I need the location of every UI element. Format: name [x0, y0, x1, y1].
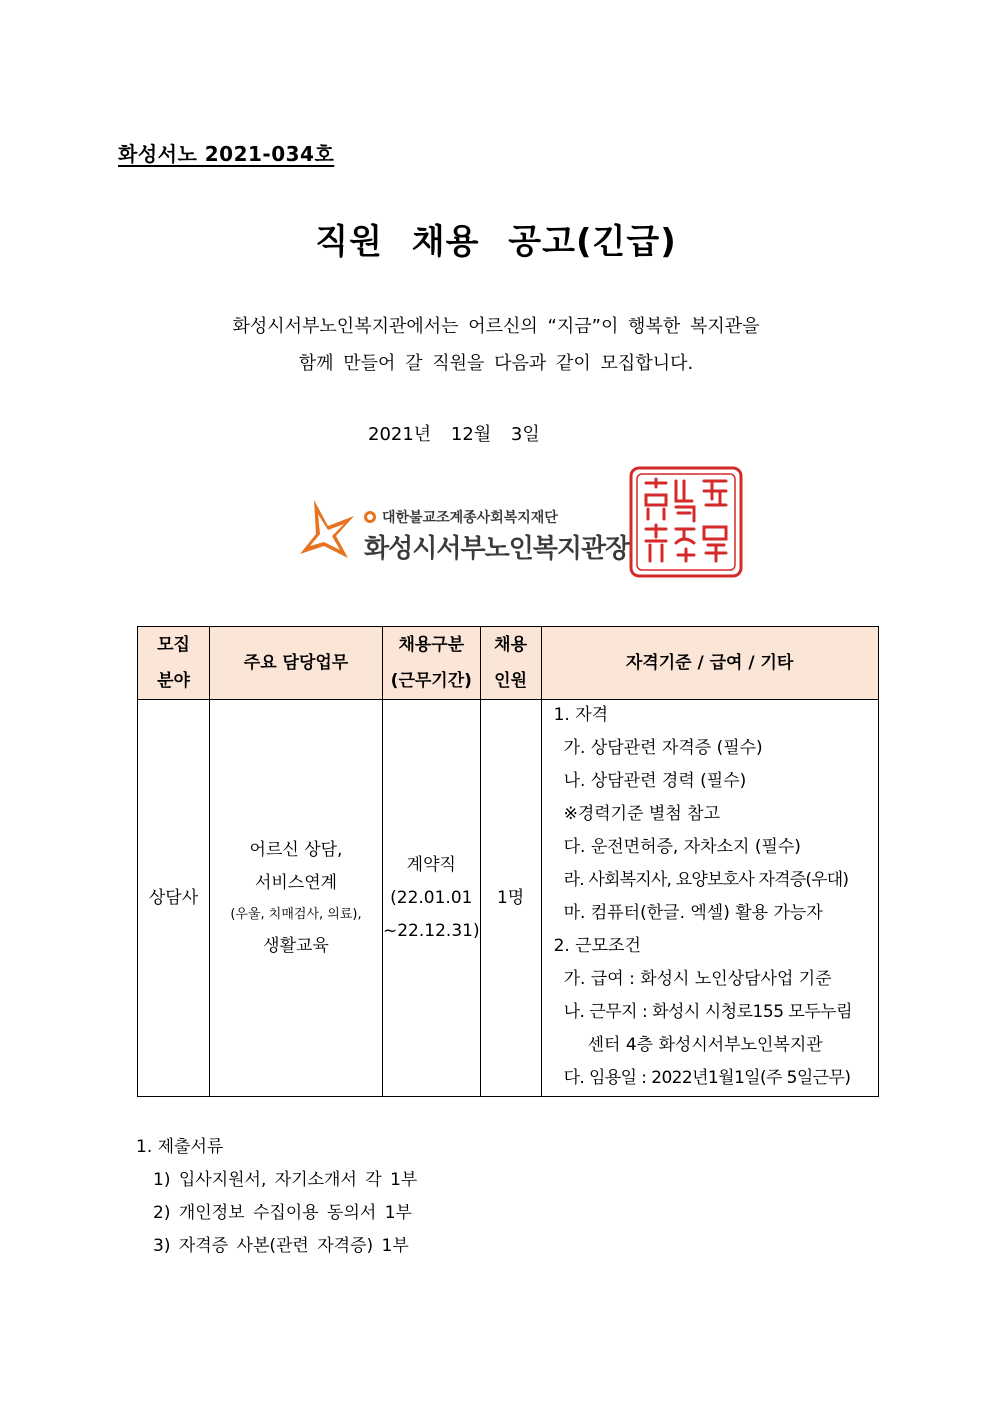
intro-line: 화성시서부노인복지관에서는 어르신의 “지금”이 행복한 복지관을 [232, 316, 760, 337]
cell-type: 계약직 (22.01.01 ~22.12.31) [383, 700, 481, 1097]
header-field: 모집 분야 [138, 627, 210, 700]
qual-line: 센터 4층 화성시서부노인복지관 [587, 1035, 823, 1055]
qual-line: 나. 상담관련 경력 (필수) [563, 771, 747, 791]
cell-field: 상담사 [138, 700, 210, 1097]
qual-line: 2. 근모조건 [553, 936, 641, 956]
recruitment-table [137, 626, 879, 1097]
welfare-center-logo-icon [298, 496, 356, 562]
cell-qualifications [541, 700, 878, 1097]
intro-paragraph [0, 308, 992, 382]
documents-title: 1. 제출서류 [136, 1137, 224, 1157]
issuer-name: 화성시서부노인복지관장 [364, 534, 630, 564]
qual-line: 가. 상담관련 자격증 (필수) [563, 738, 763, 758]
intro-line: 함께 만들어 갈 직원을 다음과 같이 모집합니다. [298, 353, 694, 374]
qual-line: 나. 근무지 : 화성시 시청로155 모두누림 [563, 1002, 853, 1022]
cell-count: 1명 [480, 700, 541, 1097]
qual-line: 다. 임용일 : 2022년1월1일(주 5일근무) [563, 1068, 851, 1088]
qual-line: 다. 운전면허증, 자차소지 (필수) [563, 837, 801, 857]
required-documents [136, 1130, 417, 1263]
header-duties: 주요 담당업무 [210, 627, 383, 700]
qual-line: 1. 자격 [553, 705, 609, 725]
header-type: 채용구분 (근무기간) [383, 627, 481, 700]
qual-line: 가. 급여 : 화성시 노인상담사업 기준 [563, 969, 832, 989]
qual-line: ※경력기준 별첨 참고 [563, 804, 721, 824]
table-header-row [138, 627, 879, 700]
document-item: 2) 개인정보 수집이용 동의서 1부 [153, 1203, 412, 1223]
qual-line: 마. 컴퓨터(한글. 엑셀) 활용 가능자 [563, 903, 823, 923]
qual-line: 라. 사회복지사, 요양보호사 자격증(우대) [563, 870, 849, 890]
header-qualifications: 자격기준 / 급여 / 기타 [541, 627, 878, 700]
document-item: 3) 자격증 사본(관련 자격증) 1부 [153, 1236, 409, 1256]
issuer-logo [298, 496, 628, 566]
official-seal-icon [628, 465, 744, 579]
document-title: 직원 채용 공고(긴급) [315, 222, 677, 262]
document-number: 화성서노 2021-034호 [118, 142, 335, 166]
document-item: 1) 입사지원서, 자기소개서 각 1부 [153, 1170, 418, 1190]
cell-duties: 어르신 상담, 서비스연계 (우울, 치매검사, 의료), 생활교육 [210, 700, 383, 1097]
foundation-name: 대한불교조계종사회복지재단 [364, 507, 558, 527]
issue-date: 2021년 12월 3일 [368, 424, 540, 445]
table-row [138, 700, 879, 1097]
header-count: 채용 인원 [480, 627, 541, 700]
foundation-emblem-icon [364, 511, 376, 523]
